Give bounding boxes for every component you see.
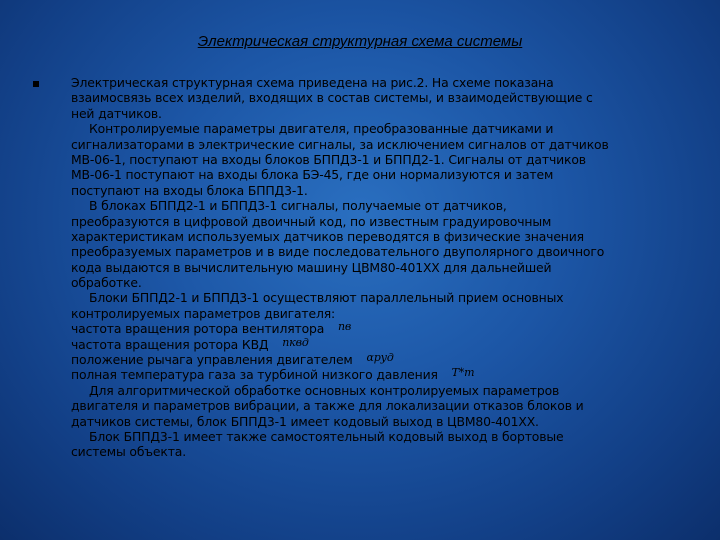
text-line: преобразуемых параметров и в виде последовательного двуполярного двоичного: [71, 244, 605, 260]
slide-title: Электрическая структурная схема системы: [197, 33, 523, 50]
text-line: кода выдаются в вычислительную машину ЦВМ80-401ХХ для дальнейшей: [71, 259, 552, 275]
fan-speed-symbol: nв: [338, 320, 352, 334]
hpc-speed-symbol: nквд: [282, 335, 309, 349]
param-line: [71, 367, 691, 382]
param-line: [71, 337, 691, 352]
text-line: Блок БППД3-1 имеет также самостоятельный кодовый выход в бортовые: [89, 428, 564, 444]
text-line: характеристикам используемых датчиков переводятся в физические значения: [71, 228, 584, 244]
text-line: преобразуются в цифровой двоичный код, по известным градуировочным: [71, 213, 552, 229]
text-line: МВ-06-1, поступают на входы блоков БППД3-1 и БППД2-1. Сигналы от датчиков: [71, 151, 586, 167]
text-line: контролируемых параметров двигателя:: [71, 305, 336, 321]
text-line: датчиков системы, блок БППД3-1 имеет кодовый выход в ЦВМ80-401ХХ.: [71, 413, 539, 429]
text-line: Контролируемые параметры двигателя, преобразованные датчиками и: [89, 121, 554, 137]
text-line: Для алгоритмической обработке основных контролируемых параметров: [89, 382, 560, 398]
param-line: [71, 352, 691, 367]
text-line: ней датчиков.: [71, 105, 162, 121]
gas-temp-symbol: T*т: [451, 366, 475, 380]
throttle-symbol: αруд: [366, 351, 394, 365]
text-line: взаимосвязь всех изделий, входящих в состав системы, и взаимодействующие с: [71, 90, 593, 106]
text-line: Электрическая структурная схема приведена на рис.2. На схеме показана: [71, 75, 554, 90]
param-label: частота вращения ротора вентилятора: [71, 321, 325, 337]
text-line: МВ-06-1 поступают на входы блока БЭ-45, где они нормализуются и затем: [71, 167, 554, 183]
param-line: [71, 321, 691, 336]
text-line: двигателя и параметров вибрации, а также для локализации отказов блоков и: [71, 398, 584, 414]
bullet-marker: [33, 81, 39, 87]
param-label: полная температура газа за турбиной низкого давления: [71, 367, 438, 383]
param-label: положение рычага управления двигателем: [71, 352, 353, 368]
text-line: поступают на входы блока БППД3-1.: [71, 182, 308, 198]
param-label: частота вращения ротора КВД: [71, 336, 269, 352]
text-line: системы объекта.: [71, 444, 187, 460]
text-line: В блоках БППД2-1 и БППД3-1 сигналы, получаемые от датчиков,: [89, 198, 507, 214]
body-text: [71, 75, 691, 460]
text-line: обработке.: [71, 275, 142, 291]
text-line: сигнализаторами в электрические сигналы, за исключением сигналов от датчиков: [71, 136, 609, 152]
text-line: Блоки БППД2-1 и БППД3-1 осуществляют параллельный прием основных: [89, 290, 564, 306]
